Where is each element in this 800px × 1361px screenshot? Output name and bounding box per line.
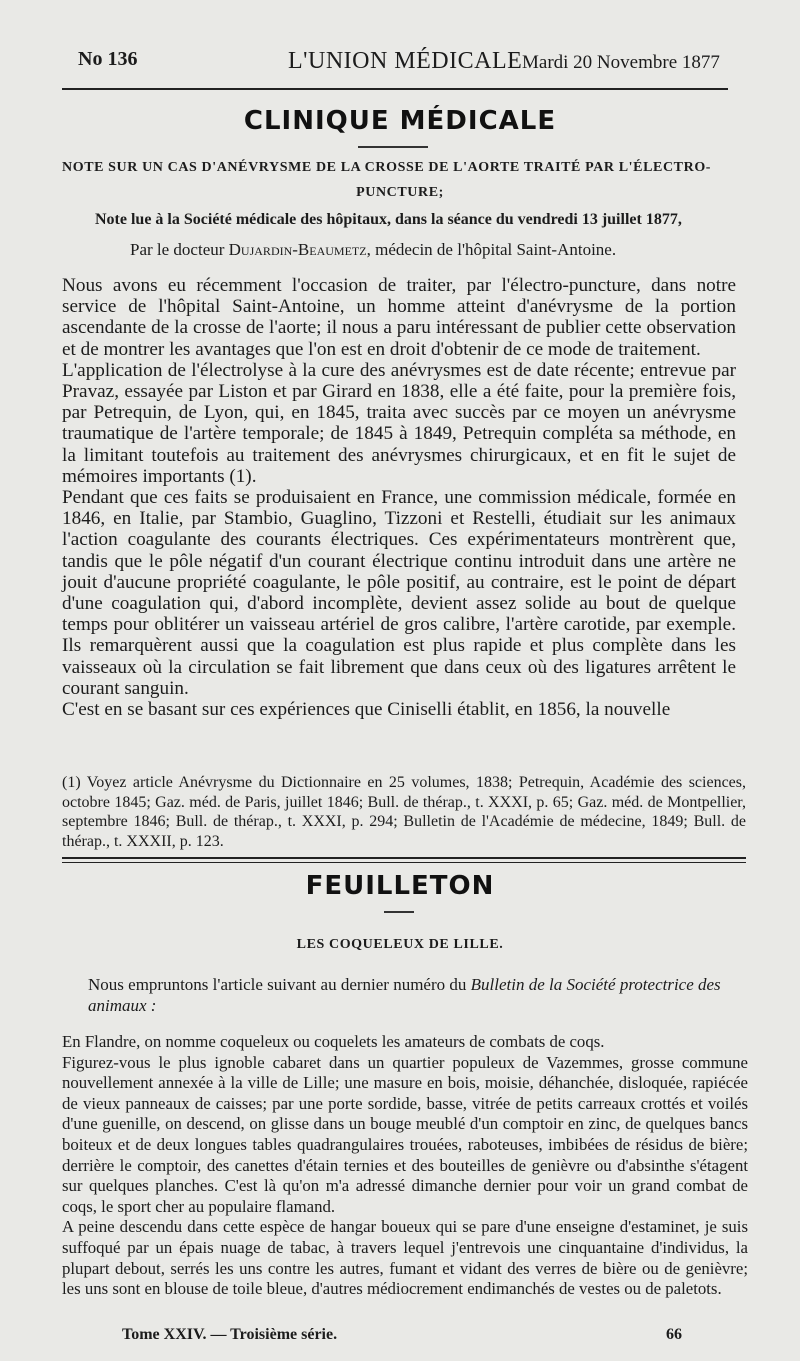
feuilleton-intro (88, 974, 748, 1016)
issue-date: Mardi 20 Novembre 1877 (522, 52, 720, 73)
footer-volume: Tome XXIV. — Troisième série. (122, 1326, 338, 1343)
intro-source: Bulletin de la Société protectrice des animaux : (88, 975, 721, 1015)
feuilleton-body: En Flandre, on nomme coqueleux ou coquelets les amateurs de combats de coqs. Figurez-vous le plus ignoble cabaret dans un quartier populeux de Vazemmes, grosse commune nouvellement annexée à la ville de Lille; une masure en bois, moisie, déhanchée, disloquée, rapiécée de vieux panneaux de caisses; par une porte sordide, basse, vitrée de petits carreaux crottés et voilés d'une guenille, on descend, on glisse dans un bouge meublé d'un comptoir en zinc, de quelques bancs boiteux et de deux longues tables quadrangulaires trouées, raboteuses, imbibées de résidus de bière; derrière le comptoir, des canettes d'étain ternies et des bouteilles de genièvre ou d'absinthe s'étagent sur quelques planches. C'est là qu'on m'a adressé dimanche dernier pour voir un grand combat de coqs, le sport cher au populaire flamand. A peine descendu dans cette espèce de hangar boueux qui se pare d'une enseigne d'estaminet, je suis suffoqué par un épais nuage de tabac, à travers lequel j'entrevois une cinquantaine d'individus, la plupart debout, serrés les uns contre les autres, fumant et vidant des verres de bière ou de genièvre; les uns sont en blouse de toile bleue, d'autres médiocrement endimanchés de vestes ou de paletots. (62, 1032, 748, 1299)
feuilleton-subtitle: LES COQUELEUX DE LILLE. (296, 937, 504, 952)
article-author-line (130, 240, 616, 260)
journal-title: L'UNION MÉDICALE (288, 48, 523, 74)
author-affiliation: , médecin de l'hôpital Saint-Antoine. (366, 240, 617, 259)
article-title-line-1: NOTE SUR UN CAS D'ANÉVRYSME DE LA CROSSE DE L'AORTE TRAITÉ PAR L'ÉLECTRO- (62, 160, 712, 175)
feuilleton-rule-thick (62, 857, 746, 859)
article-body: Nous avons eu récemment l'occasion de traiter, par l'électro-puncture, dans notre service de l'hôpital Saint-Antoine, un homme atteint d'anévrysme de la portion ascendante de la crosse de l'aorte; il nous a paru intéressant de publier cette observation et de montrer les avantages que l'on est en droit d'obtenir de ce mode de traitement. L'application de l'électrolyse à la cure des anévrysmes est de date récente; entrevue par Pravaz, essayée par Liston et par Girard en 1838, elle a été faite, pour la première fois, par Petrequin, de Lyon, qui, en 1845, traita avec succès par ce moyen un anévrysme traumatique de l'artère temporale; de 1845 à 1849, Petrequin compléta sa méthode, en la limitant toutefois au traitement des anévrysmes chirurgicaux, et en fit le sujet de mémoires importants (1). Pendant que ces faits se produisaient en France, une commission médicale, formée en 1846, en Italie, par Stambio, Guaglino, Tizzoni et Restelli, étudiait sur les animaux l'action coagulante des courants électriques. Ces expérimentateurs montrèrent que, tandis que le pôle négatif d'un courant électrique continu introduit dans une artère ne jouit d'aucune propriété coagulante, le pôle positif, au contraire, est le point de départ d'une coagulation qui, d'abord incomplète, devient assez solide au bout de quelque temps pour oblitérer un vaisseau artériel de gros calibre, l'artère carotide, par exemple. Ils remarquèrent aussi que la coagulation est plus rapide et plus complète dans les vaisseaux où la circulation se fait librement que dans ceux où des ligatures arrêtent le courant sanguin. C'est en se basant sur ces expériences que Ciniselli établit, en 1856, la nouvelle (62, 275, 736, 721)
page-number: 66 (666, 1326, 682, 1343)
article-subtitle: Note lue à la Société médicale des hôpitaux, dans la séance du vendredi 13 juillet 1877, (95, 211, 682, 228)
issue-number: No 136 (78, 48, 138, 70)
footnote: (1) Voyez article Anévrysme du Dictionnaire en 25 volumes, 1838; Petrequin, Académie des sciences, octobre 1845; Gaz. méd. de Paris, juillet 1846; Bull. de thérap., t. XXXI, p. 65; Gaz. méd. de Montpellier, septembre 1846; Bull. de thérap., t. XXXI, p. 294; Bulletin de l'Académie de médecine, 1849; Bull. de thérap., t. XXXII, p. 123. (62, 774, 746, 850)
intro-text: Nous empruntons l'article suivant au dernier numéro du (88, 975, 471, 994)
section-divider (358, 146, 428, 148)
article-title-line-2: PUNCTURE; (356, 185, 444, 200)
section-title-clinique: CLINIQUE MÉDICALE (243, 106, 557, 136)
header-rule (62, 88, 728, 90)
feuilleton-divider (384, 911, 414, 913)
author-prefix: Par le docteur (130, 240, 225, 259)
section-title-feuilleton: FEUILLETON (305, 871, 495, 901)
feuilleton-rule-thin (62, 862, 746, 863)
author-name: Dujardin-Beaumetz (228, 240, 367, 259)
